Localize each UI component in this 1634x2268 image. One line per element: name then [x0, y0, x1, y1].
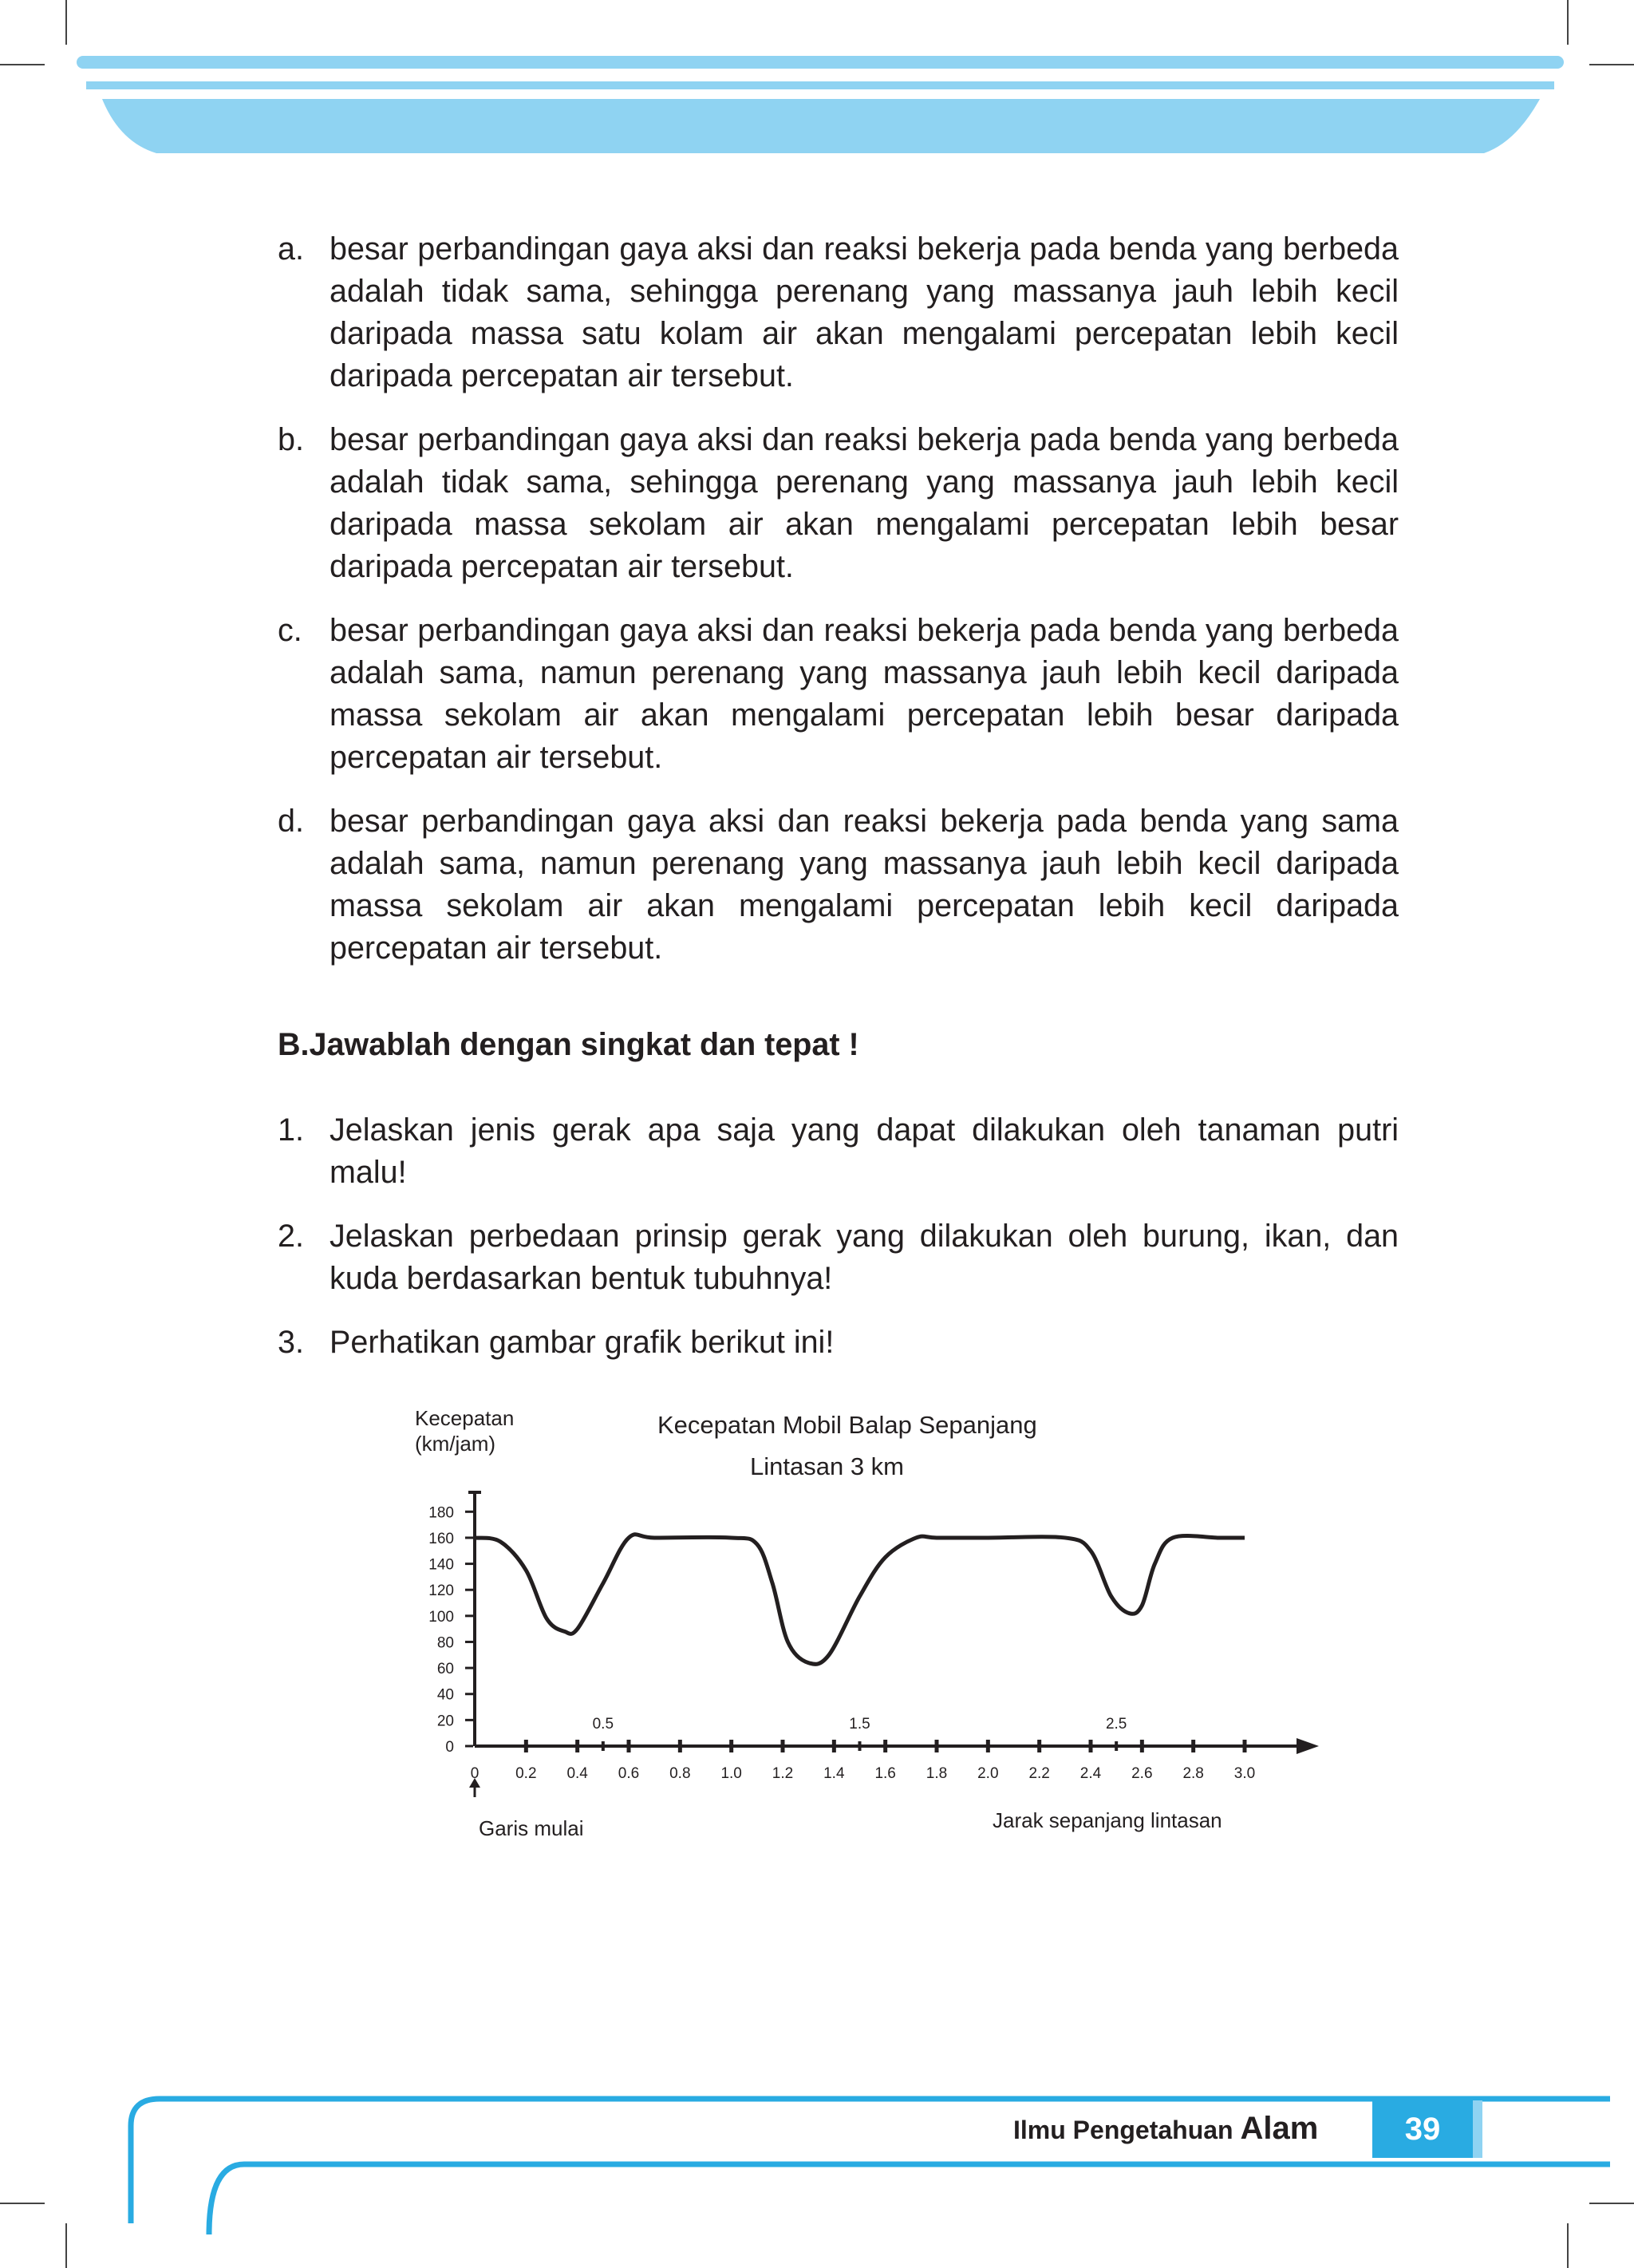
- page-number: 39: [1404, 2112, 1441, 2147]
- footer-book-title: [1013, 2111, 1318, 2147]
- chart-x-axis-arrow: [1297, 1738, 1319, 1754]
- chart-y-tick-label: 20: [436, 1713, 454, 1730]
- option-c-label: c.: [278, 613, 302, 648]
- option-b: [278, 419, 1399, 588]
- chart-annotation-label: 1.5: [849, 1716, 870, 1733]
- footer-line-inner: [209, 2164, 1610, 2234]
- chart-x-tick-label: 2.6: [1131, 1765, 1153, 1782]
- question-2-label: 2.: [278, 1219, 304, 1254]
- option-d: [278, 800, 1399, 970]
- chart-x-tick-label: 2.0: [977, 1765, 999, 1782]
- footer-page-box-fade: [1473, 2100, 1482, 2158]
- chart-series-line: [475, 1535, 1245, 1665]
- option-a: [278, 228, 1399, 397]
- chart-y-tick-label: 140: [428, 1556, 454, 1574]
- chart-x-tick-label: 1.4: [823, 1765, 845, 1782]
- chart-x-tick-label: 1.6: [874, 1765, 896, 1782]
- chart-xlabel: Jarak sepanjang lintasan: [993, 1808, 1222, 1832]
- speed-chart: [399, 1405, 1340, 1851]
- chart-ylabel-line1: Kecepatan: [415, 1406, 515, 1430]
- header-bar-shape: [102, 99, 1540, 153]
- chart-annotation-label: 2.5: [1105, 1716, 1127, 1733]
- header-stripe-top: [77, 56, 1564, 69]
- question-1-text: Jelaskan jenis gerak apa saja yang dapat dilakukan oleh tanaman putri malu!: [330, 1112, 1399, 1190]
- chart-y-tick-label: 80: [436, 1634, 454, 1652]
- chart-x-tick-label: 3.0: [1233, 1765, 1256, 1782]
- question-2-text: Jelaskan perbedaan prinsip gerak yang dilakukan oleh burung, ikan, dan kuda berdasarkan bentuk tubuhnya!: [330, 1219, 1399, 1296]
- chart-start-label: Garis mulai: [479, 1816, 584, 1840]
- option-d-text: besar perbandingan gaya aksi dan reaksi bekerja pada benda yang sama adalah sama, namun perenang yang massanya jauh lebih kecil daripada massa sekolam air akan mengalami percepatan lebih kecil daripada percepatan air tersebut.: [330, 804, 1399, 966]
- chart-x-tick-label: 0: [470, 1765, 480, 1782]
- option-c-text: besar perbandingan gaya aksi dan reaksi bekerja pada benda yang berbeda adalah sama, namun perenang yang massanya jauh lebih kecil daripada massa sekolam air akan mengalami percepatan lebih besar daripada percepatan air tersebut.: [330, 613, 1399, 775]
- chart-x-tick-label: 2.8: [1182, 1765, 1204, 1782]
- footer-title-prefix: Ilmu Pengetahuan: [1013, 2116, 1233, 2144]
- question-3-text: Perhatikan gambar grafik berikut ini!: [330, 1325, 835, 1360]
- chart-subtitle: Lintasan 3 km: [750, 1452, 904, 1480]
- chart-y-tick-label: 160: [428, 1530, 454, 1547]
- chart-x-tick-label: 2.2: [1028, 1765, 1050, 1782]
- chart-x-tick-label: 2.4: [1079, 1765, 1102, 1782]
- option-d-label: d.: [278, 804, 304, 839]
- chart-y-tick-label: 60: [436, 1661, 454, 1678]
- chart-x-tick-label: 1.2: [772, 1765, 794, 1782]
- header-stripe-mid: [86, 81, 1554, 89]
- footer-title-big: Alam: [1240, 2111, 1319, 2146]
- chart-ylabel-line2: (km/jam): [415, 1432, 496, 1456]
- chart-y-tick-label: 180: [428, 1504, 454, 1522]
- chart-y-tick-label: 40: [436, 1686, 454, 1704]
- chart-x-tick-label: 0.6: [618, 1765, 640, 1782]
- chart-x-tick-label: 0.2: [515, 1765, 537, 1782]
- chart-y-tick-label: 100: [428, 1608, 454, 1626]
- chart-x-tick-label: 1.0: [720, 1765, 742, 1782]
- chart-x-tick-label: 0.8: [669, 1765, 691, 1782]
- option-a-text: besar perbandingan gaya aksi dan reaksi bekerja pada benda yang berbeda adalah tidak sama, sehingga perenang yang massanya jauh lebih kecil daripada massa satu kolam air akan mengalami percepatan lebih kecil daripada percepatan air tersebut.: [330, 231, 1399, 393]
- chart-y-tick-label: 120: [428, 1582, 454, 1600]
- header-banner: [0, 0, 1634, 160]
- option-b-label: b.: [278, 422, 304, 457]
- option-c: [278, 610, 1399, 779]
- chart-ticks: [428, 1504, 1255, 1782]
- question-3-label: 3.: [278, 1325, 304, 1360]
- chart-x-tick-label: 0.4: [566, 1765, 588, 1782]
- chart-title: Kecepatan Mobil Balap Sepanjang: [657, 1411, 1037, 1439]
- speed-chart-svg: [399, 1405, 1340, 1851]
- section-b-heading: B.Jawablah dengan singkat dan tepat !: [278, 1027, 859, 1062]
- option-b-text: besar perbandingan gaya aksi dan reaksi bekerja pada benda yang berbeda adalah tidak sama, sehingga perenang yang massanya jauh lebih kecil daripada massa sekolam air akan mengalami percepatan lebih besar daripada percepatan air tersebut.: [330, 422, 1399, 584]
- option-a-label: a.: [278, 231, 304, 267]
- chart-annotation-label: 0.5: [592, 1716, 614, 1733]
- question-1-label: 1.: [278, 1112, 304, 1148]
- chart-x-tick-label: 1.8: [926, 1765, 948, 1782]
- chart-y-tick-label: 0: [445, 1739, 454, 1756]
